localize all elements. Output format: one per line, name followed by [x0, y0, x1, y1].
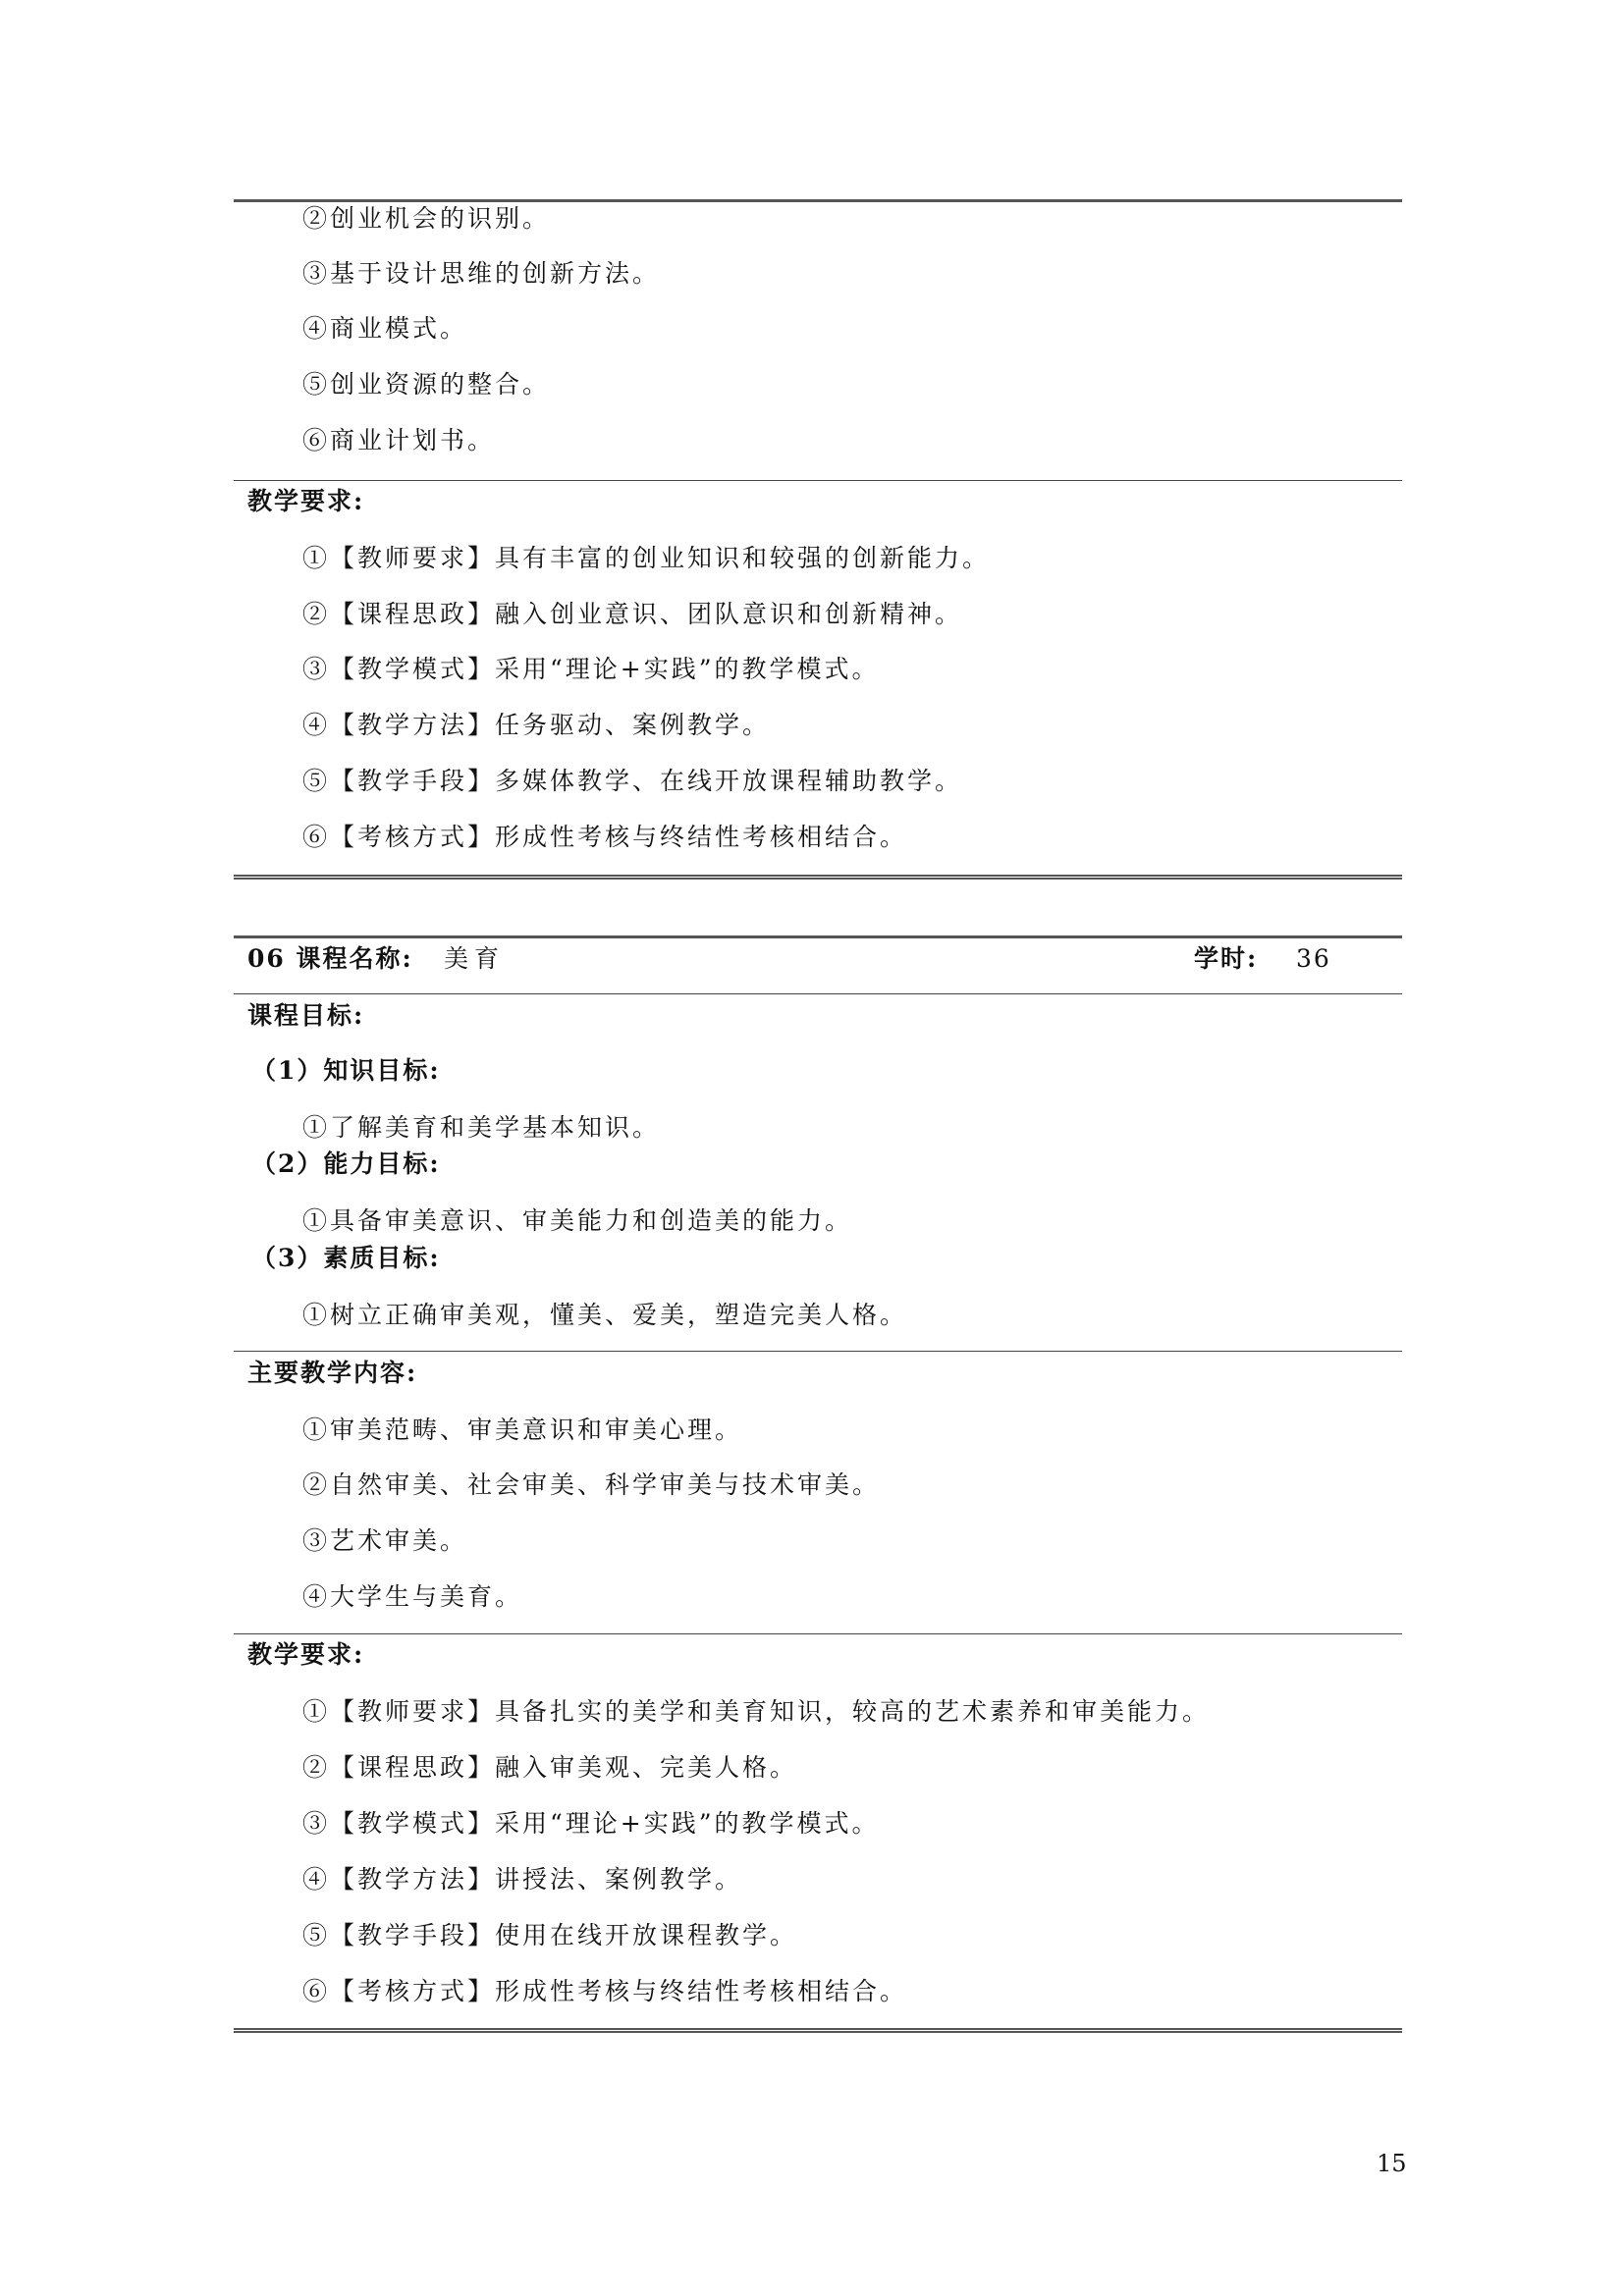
list-item: ③基于设计思维的创新方法。	[302, 259, 661, 288]
list-item: ①【教师要求】具备扎实的美学和美育知识，较高的艺术素养和审美能力。	[302, 1697, 1211, 1726]
table-top-rule	[234, 935, 1402, 938]
table-bottom-rule	[234, 875, 1402, 880]
requirements-heading: 教学要求:	[247, 487, 365, 515]
quality-goals-heading: （3）素质目标:	[251, 1244, 441, 1272]
list-item: ⑤【教学手段】多媒体教学、在线开放课程辅助教学。	[302, 767, 963, 795]
requirements-heading: 教学要求:	[247, 1640, 365, 1669]
list-item: ⑤创业资源的整合。	[302, 370, 551, 399]
list-item: ②自然审美、社会审美、科学审美与技术审美。	[302, 1470, 881, 1499]
list-item: ⑤【教学手段】使用在线开放课程教学。	[302, 1921, 798, 1949]
list-item: ⑥【考核方式】形成性考核与终结性考核相结合。	[302, 823, 908, 851]
list-item: ①了解美育和美学基本知识。	[302, 1113, 661, 1142]
list-item: ③艺术审美。	[302, 1526, 468, 1555]
list-item: ①树立正确审美观，懂美、爱美，塑造完美人格。	[302, 1301, 908, 1329]
list-item: ④【教学方法】讲授法、案例教学。	[302, 1865, 743, 1894]
list-item: ④商业模式。	[302, 314, 468, 343]
course-name-label: 06 课程名称:	[247, 944, 413, 973]
course-hours-label: 学时:	[1194, 944, 1259, 973]
list-item: ④【教学方法】任务驱动、案例教学。	[302, 711, 771, 739]
list-item: ②【课程思政】融入审美观、完美人格。	[302, 1753, 798, 1782]
list-item: ①【教师要求】具有丰富的创业知识和较强的创新能力。	[302, 544, 991, 572]
list-item: ①具备审美意识、审美能力和创造美的能力。	[302, 1206, 853, 1235]
list-item: ③【教学模式】采用“理论+实践”的教学模式。	[302, 1809, 880, 1838]
ability-goals-heading: （2）能力目标:	[251, 1149, 441, 1178]
row-divider	[234, 1351, 1402, 1352]
list-item: ②【课程思政】融入创业意识、团队意识和创新精神。	[302, 600, 963, 628]
table-top-rule	[234, 199, 1402, 202]
list-item: ③【教学模式】采用“理论+实践”的教学模式。	[302, 655, 880, 683]
list-item: ④大学生与美育。	[302, 1582, 523, 1611]
row-divider	[234, 1633, 1402, 1634]
row-divider	[234, 480, 1402, 481]
page-number: 15	[1377, 2150, 1407, 2177]
course-name-value: 美育	[444, 944, 506, 973]
course-hours-value: 36	[1296, 944, 1331, 973]
course-goals-heading: 课程目标:	[247, 1001, 365, 1030]
row-divider	[234, 993, 1402, 994]
content-heading: 主要教学内容:	[247, 1359, 418, 1387]
list-item: ⑥商业计划书。	[302, 426, 496, 454]
list-item: ①审美范畴、审美意识和审美心理。	[302, 1415, 743, 1444]
list-item: ②创业机会的识别。	[302, 204, 551, 233]
knowledge-goals-heading: （1）知识目标:	[251, 1056, 441, 1085]
list-item: ⑥【考核方式】形成性考核与终结性考核相结合。	[302, 1977, 908, 2005]
table-bottom-rule	[234, 2028, 1402, 2033]
